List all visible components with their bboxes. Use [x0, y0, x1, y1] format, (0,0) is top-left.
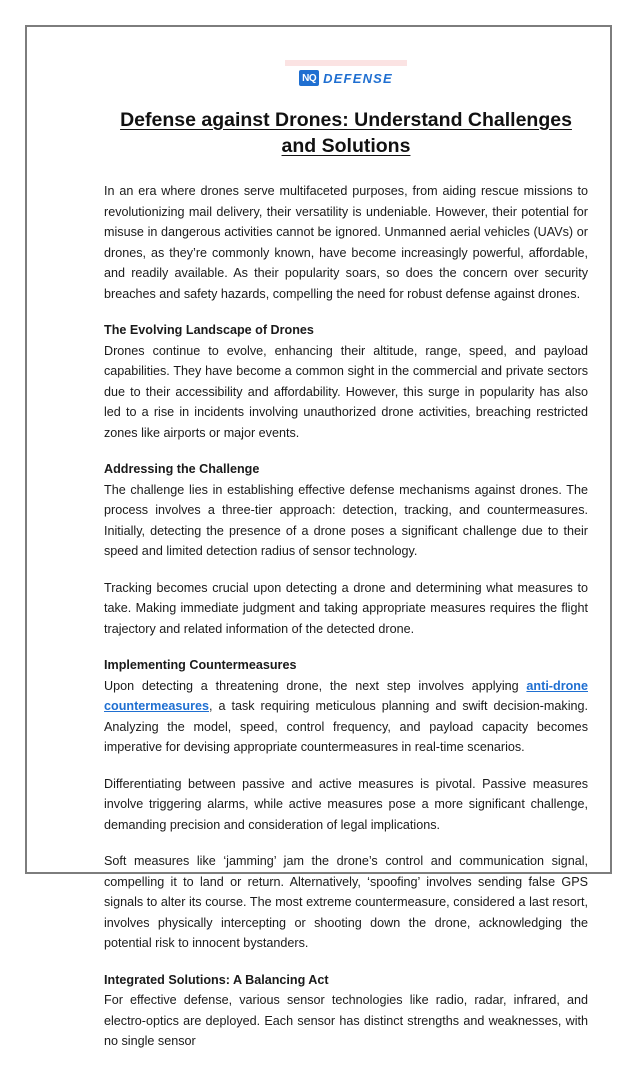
section-heading: Addressing the Challenge — [104, 462, 260, 476]
section-paragraph: Tracking becomes crucial upon detecting a drone and determining what measures to take. Making immediate judgment and taking appropriate measures requires the flight trajectory and related information of the detected drone. — [104, 580, 588, 636]
nq-defense-logo — [285, 60, 407, 90]
section-heading: Implementing Countermeasures — [104, 658, 297, 672]
section-body-before-link: Upon detecting a threatening drone, the next step involves applying — [104, 678, 527, 693]
logo-badge: NQ — [299, 70, 319, 86]
section-body: For effective defense, various sensor technologies like radio, radar, infrared, and electro-optics are deployed. Each sensor has distinct strengths and weaknesses, with no single sensor — [104, 993, 588, 1048]
logo-banner-strip — [285, 60, 407, 66]
section-heading: The Evolving Landscape of Drones — [104, 323, 314, 337]
section-body-after-link: , a task requiring meticulous planning and swift decision-making. Analyzing the model, speed, control frequency, and payload capacity becomes imperative for devising appropriate countermeasures in real-time scenarios. — [104, 699, 588, 754]
section-paragraph: Differentiating between passive and active measures is pivotal. Passive measures involve triggering alarms, while active measures pose a more significant challenge, demanding precision and consideration of legal implications. — [104, 776, 588, 832]
anti-drone-countermeasures-link[interactable]: anti-drone countermeasures — [104, 678, 588, 713]
section-body: Drones continue to evolve, enhancing their altitude, range, speed, and payload capabilities. They have become a common sight in the commercial and private sectors due to their accessibility and affordability. However, this surge in popularity has also led to a rise in incidents involving unauthorized drone activities, breaching restricted zones like airports or major events. — [104, 343, 588, 440]
page-title: Defense against Drones: Understand Challenges and Solutions — [120, 109, 572, 157]
section-body: The challenge lies in establishing effective defense mechanisms against drones. The process involves a three-tier approach: detection, tracking, and countermeasures. Initially, detecting the presence of a drone poses a significant challenge due to their speed and limited detection radius of sensor technology. — [104, 482, 588, 558]
section-implementing-countermeasures — [104, 655, 588, 758]
document-page — [25, 25, 612, 1048]
section-evolving-landscape — [104, 320, 588, 443]
section-paragraph: Soft measures like ‘jamming’ jam the drone’s control and communication signal, compelling it to land or return. Alternatively, ‘spoofing’ involves sending false GPS signals to alter its course. The most extreme countermeasure, considered a last resort, involves physically intercepting or shooting down the drone, acknowledging the potential risk to innocent bystanders. — [104, 854, 588, 950]
section-integrated-solutions — [104, 970, 588, 1052]
logo-text: DEFENSE — [323, 70, 393, 86]
section-addressing-challenge — [104, 459, 588, 562]
section-heading: Integrated Solutions: A Balancing Act — [104, 972, 329, 987]
article-body — [104, 107, 588, 1068]
intro-paragraph: In an era where drones serve multifaceted purposes, from aiding rescue missions to revolutionizing mail delivery, their versatility is undeniable. However, their potential for misuse in dangerous activities cannot be ignored. Unmanned aerial vehicles (UAVs) or drones, as they’re commonly known, have become increasingly powerful, affordable, and readily available. As their popularity soars, so does the concern over security breaches and safety hazards, compelling the need for robust defense against drones. — [104, 184, 588, 301]
